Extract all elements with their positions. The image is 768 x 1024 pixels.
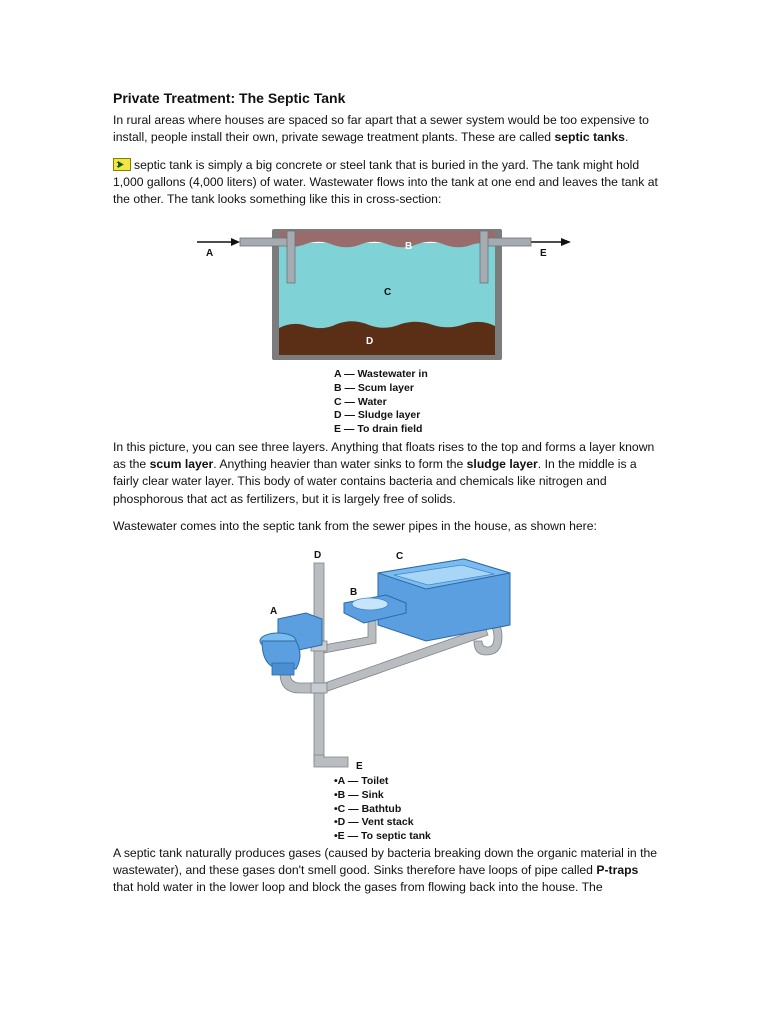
label-e: E	[540, 248, 547, 259]
label-b: B	[405, 241, 413, 252]
page-title: Private Treatment: The Septic Tank	[113, 90, 346, 106]
vent-stack-pipe	[314, 563, 324, 763]
plumbing-legend-item: •B — Sink	[334, 788, 384, 801]
label-b: B	[350, 587, 358, 598]
sludge-layer-term: sludge layer	[466, 457, 538, 472]
house-plumbing-diagram	[250, 545, 520, 775]
tank-legend-item: A — Wastewater in	[334, 368, 428, 380]
plumbing-legend-item: •E — To septic tank	[334, 830, 431, 843]
tank-legend-item: C — Water	[334, 395, 387, 408]
label-a: A	[206, 248, 214, 259]
label-c: C	[396, 551, 404, 562]
label-a: A	[270, 606, 278, 617]
sewer-pipes-paragraph: Wastewater comes into the septic tank from the sewer pipes in the house, as shown here:	[113, 519, 597, 533]
gases-text: A septic tank naturally produces gases (caused by bacteria breaking down the organic material in the wastewater), and these gases don't smell good. Sinks therefore have loops of pipe called	[113, 846, 658, 878]
definition-paragraph	[113, 157, 658, 209]
definition-text: septic tank is simply a big concrete or steel tank that is buried in the yard. The tank might hold 1,000 gallons (4,000 liters) of water. Wastewater flows into the tank at one end and leaves the tank at the other. The tank looks something like this in cross-section:	[113, 158, 658, 207]
tank-legend-item: D — Sludge layer	[334, 409, 421, 422]
label-c: C	[384, 287, 392, 298]
outlet-pipe	[482, 238, 531, 246]
septic-tank-diagram	[195, 225, 575, 365]
label-d: D	[314, 550, 322, 561]
outlet-tee	[480, 231, 488, 283]
tank-legend	[334, 368, 428, 437]
sink-basin	[352, 598, 388, 610]
layers-paragraph	[113, 439, 658, 508]
layers-text: . Anything heavier than water sinks to form the	[213, 457, 467, 472]
inlet-arrow-head	[231, 238, 240, 246]
dropcap-arrow-icon	[113, 158, 131, 171]
label-e: E	[356, 761, 363, 772]
toilet-drain-pipe	[280, 673, 314, 693]
intro-paragraph	[113, 112, 658, 146]
toilet-base	[272, 663, 294, 675]
plumbing-legend-item: •C — Bathtub	[334, 802, 402, 815]
scum-layer-term: scum layer	[149, 457, 214, 472]
outlet-elbow	[314, 755, 348, 767]
intro-text-end: .	[624, 130, 629, 145]
tank-legend-item: E — To drain field	[334, 423, 423, 436]
plumbing-legend-item: •A — Toilet	[334, 775, 389, 787]
stack-joint-lower	[311, 683, 327, 693]
outlet-arrow-head	[561, 238, 571, 246]
inlet-pipe	[240, 238, 292, 246]
p-traps-term: P-traps	[596, 863, 639, 878]
plumbing-legend-item: •D — Vent stack	[334, 816, 414, 829]
septic-tanks-term: septic tanks	[554, 130, 625, 145]
gases-text: that hold water in the lower loop and block the gases from flowing back into the house. The	[113, 880, 603, 895]
tank-legend-item: B — Scum layer	[334, 381, 414, 394]
bathtub-drain-pipe	[319, 627, 488, 693]
gases-paragraph	[113, 845, 658, 897]
intro-text: In rural areas where houses are spaced so far apart that a sewer system would be too expensive to install, people install their own, private sewage treatment plants. These are called	[113, 113, 649, 145]
layers-text: . In the middle is a fairly clear water layer. This body of water contains bacteria and chemicals like nitrogen and phosphorous that act as fertilizers, but it is largely free of solids.	[113, 457, 637, 506]
inlet-tee	[287, 231, 295, 283]
plumbing-legend	[334, 775, 431, 844]
label-d: D	[366, 336, 374, 347]
layers-text: In this picture, you can see three layers. Anything that floats rises to the top and forms a layer known as the	[113, 440, 655, 472]
